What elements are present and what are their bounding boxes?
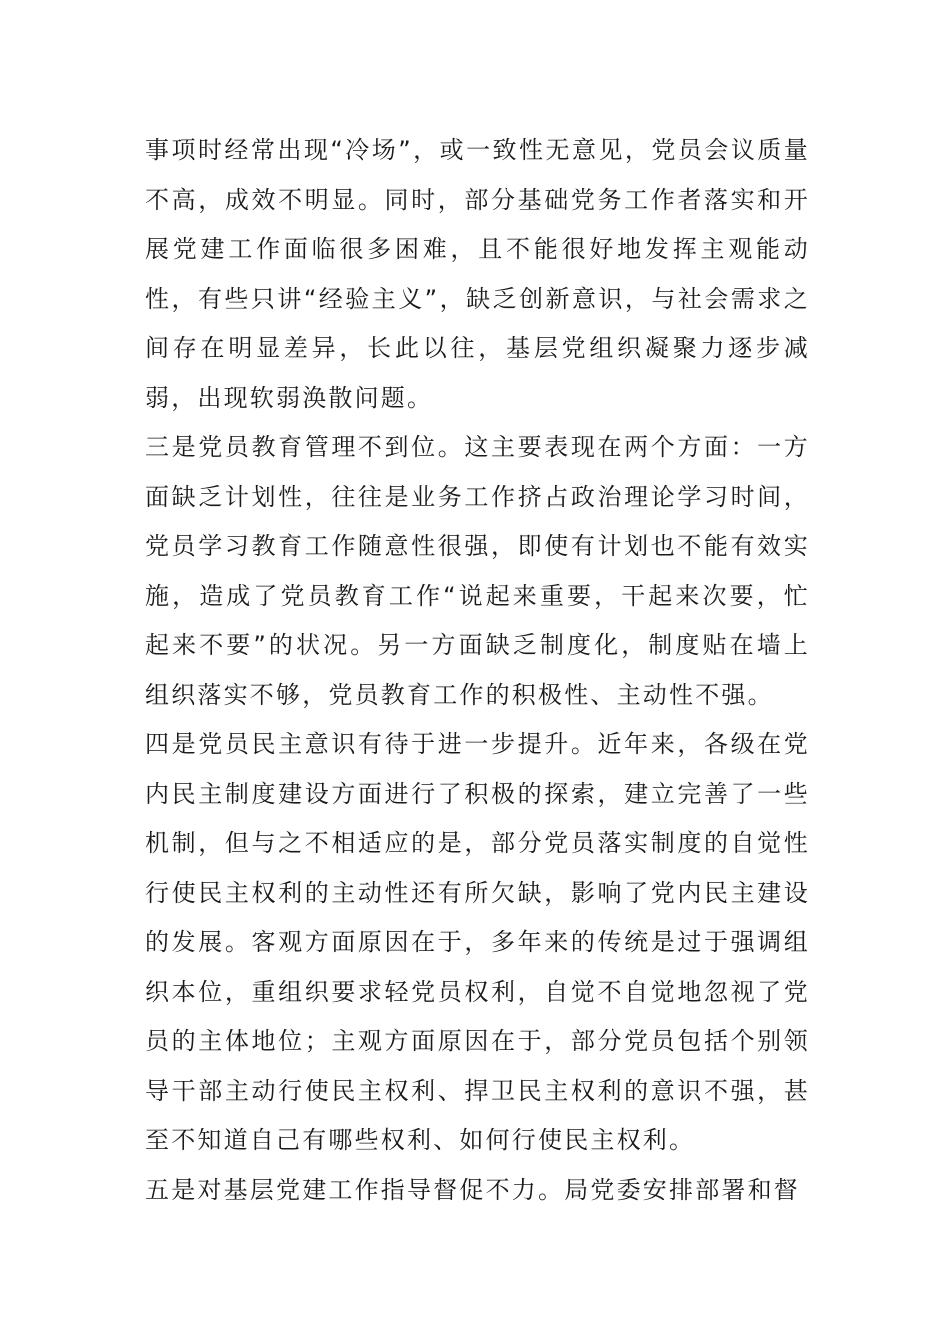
paragraph-point-five: 五是对基层党建工作指导督促不力。局党委安排部署和督	[145, 1175, 800, 1204]
paragraph-point-four: 四是党员民主意识有待于进一步提升。近年来，各级在党内民主制度建设方面进行了积极的探索，建立完善了一些机制，但与之不相适应的是，部分党员落实制度的自觉性行使民主权利的主动性还有所欠缺，影响了党内民主建设的发展。客观方面原因在于，多年来的传统是过于强调组织本位，重组织要求轻党员权利，自觉不自觉地忽视了党员的主体地位；主观方面原因在于，部分党员包括个别领导干部主动行使民主权利、捍卫民主权利的意识不强，甚至不知道自己有哪些权利、如何行使民主权利。	[145, 730, 810, 1154]
body-text	[145, 126, 810, 1215]
paragraph-continuation: 事项时经常出现“冷场”，或一致性无意见，党员会议质量不高，成效不明显。同时，部分基础党务工作者落实和开展党建工作面临很多困难，且不能很好地发挥主观能动性，有些只讲“经验主义”，缺乏创新意识，与社会需求之间存在明显差异，长此以往，基层党组织凝聚力逐步减弱，出现软弱涣散问题。	[145, 136, 810, 412]
paragraph-point-three: 三是党员教育管理不到位。这主要表现在两个方面：一方面缺乏计划性，往往是业务工作挤占政治理论学习时间，党员学习教育工作随意性很强，即使有计划也不能有效实施，造成了党员教育工作“说起来重要，干起来次要，忙起来不要”的状况。另一方面缺乏制度化，制度贴在墙上组织落实不够，党员教育工作的积极性、主动性不强。	[145, 433, 810, 709]
